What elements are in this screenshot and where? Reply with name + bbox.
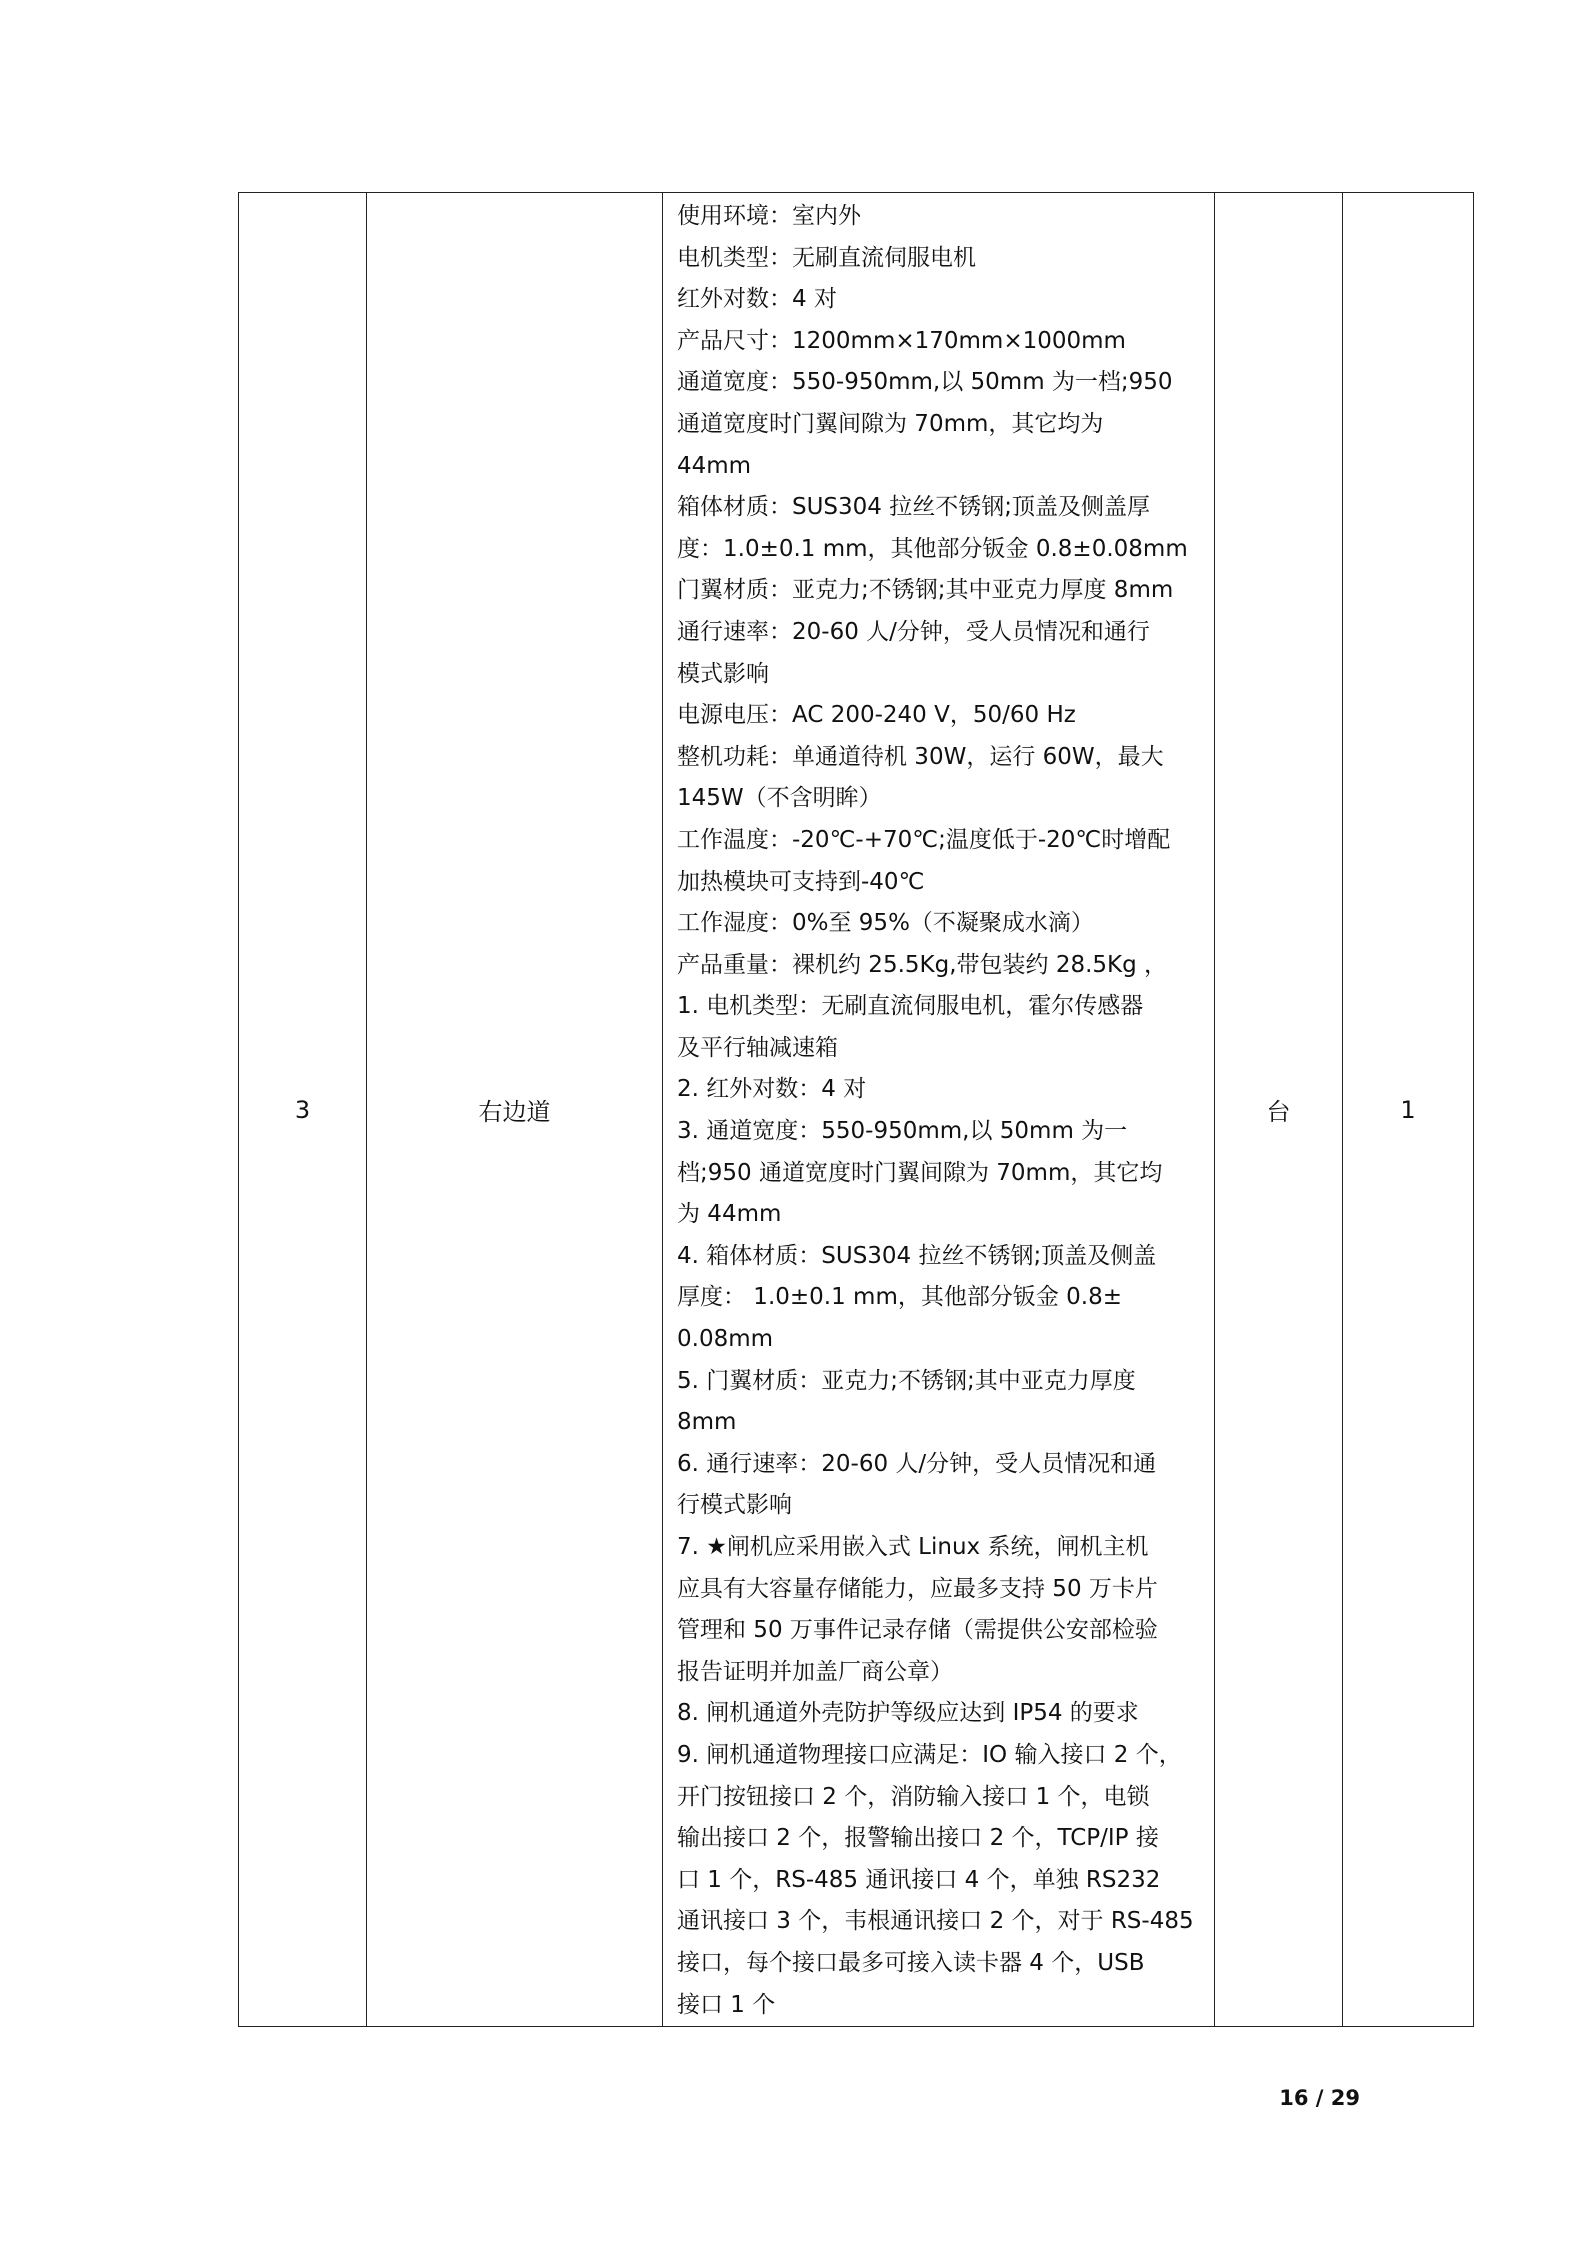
spec-line: 8. 闸机通道外壳防护等级应达到 IP54 的要求 [677, 1700, 1139, 1727]
spec-line: 开门按钮接口 2 个，消防输入接口 1 个，电锁 [677, 1783, 1150, 1810]
spec-line: 4. 箱体材质：SUS304 拉丝不锈钢;顶盖及侧盖 [677, 1242, 1157, 1269]
item-name-cell: 右边道 [367, 193, 663, 2027]
spec-line: 接口，每个接口最多可接入读卡器 4 个，USB [677, 1949, 1145, 1976]
spec-line: 门翼材质：亚克力;不锈钢;其中亚克力厚度 8mm [677, 577, 1174, 604]
spec-line: 通道宽度：550-950mm,以 50mm 为一档;950 [677, 369, 1173, 396]
table-row [239, 193, 1474, 2027]
spec-line: 9. 闸机通道物理接口应满足：IO 输入接口 2 个， [677, 1741, 1182, 1768]
spec-line: 箱体材质：SUS304 拉丝不锈钢;顶盖及侧盖厚 [677, 494, 1150, 521]
spec-line: 口 1 个，RS-485 通讯接口 4 个，单独 RS232 [677, 1866, 1161, 1893]
spec-line: 模式影响 [677, 660, 769, 687]
spec-line: 44mm [677, 452, 752, 479]
spec-line: 工作温度：-20℃-+70℃;温度低于-20℃时增配 [677, 826, 1171, 853]
spec-line: 行模式影响 [677, 1492, 792, 1519]
spec-line: 2. 红外对数：4 对 [677, 1076, 867, 1103]
spec-table [238, 192, 1474, 2027]
spec-line: 3. 通道宽度：550-950mm,以 50mm 为一 [677, 1118, 1128, 1145]
spec-line: 接口 1 个 [677, 1991, 776, 2018]
spec-line: 及平行轴减速箱 [677, 1034, 838, 1061]
spec-line: 加热模块可支持到-40℃ [677, 868, 925, 895]
spec-line: 7. ★闸机应采用嵌入式 Linux 系统，闸机主机 [677, 1534, 1149, 1560]
spec-line: 应具有大容量存储能力，应最多支持 50 万卡片 [677, 1575, 1158, 1602]
spec-line: 档;950 通道宽度时门翼间隙为 70mm，其它均 [677, 1159, 1163, 1186]
spec-line: 厚度： 1.0±0.1 mm，其他部分钣金 0.8± [677, 1284, 1123, 1311]
page-number: 16 / 29 [1279, 2086, 1360, 2110]
spec-line: 145W（不含明眸） [677, 785, 882, 812]
spec-line: 报告证明并加盖厂商公章） [677, 1658, 953, 1685]
spec-line: 通道宽度时门翼间隙为 70mm，其它均为 [677, 410, 1104, 437]
spec-line: 6. 通行速率：20-60 人/分钟，受人员情况和通 [677, 1450, 1157, 1477]
spec-line: 红外对数：4 对 [677, 286, 837, 313]
spec-line: 使用环境：室内外 [677, 203, 861, 229]
spec-line: 为 44mm [677, 1201, 782, 1228]
spec-line: 电源电压：AC 200-240 V，50/60 Hz [677, 702, 1076, 729]
spec-line: 1. 电机类型：无刷直流伺服电机，霍尔传感器 [677, 993, 1144, 1020]
spec-line: 产品重量：裸机约 25.5Kg,带包装约 28.5Kg ， [677, 951, 1168, 978]
spec-line: 输出接口 2 个，报警输出接口 2 个，TCP/IP 接 [677, 1825, 1159, 1852]
spec-line: 工作湿度：0%至 95%（不凝聚成水滴） [677, 910, 1094, 937]
quantity-cell: 1 [1343, 193, 1474, 2027]
spec-cell [663, 193, 1215, 2027]
item-number-cell: 3 [239, 193, 367, 2027]
spec-line: 通行速率：20-60 人/分钟，受人员情况和通行 [677, 618, 1150, 645]
unit-cell: 台 [1215, 193, 1343, 2027]
spec-line: 通讯接口 3 个，韦根通讯接口 2 个，对于 RS-485 [677, 1908, 1194, 1935]
spec-line: 度：1.0±0.1 mm，其他部分钣金 0.8±0.08mm [677, 535, 1188, 562]
spec-line: 电机类型：无刷直流伺服电机 [677, 244, 976, 271]
spec-line: 0.08mm [677, 1326, 774, 1353]
spec-lines [677, 193, 1200, 2026]
spec-line: 8mm [677, 1409, 737, 1436]
spec-line: 整机功耗：单通道待机 30W，运行 60W，最大 [677, 743, 1164, 770]
spec-line: 管理和 50 万事件记录存储（需提供公安部检验 [677, 1617, 1158, 1644]
spec-line: 5. 门翼材质：亚克力;不锈钢;其中亚克力厚度 [677, 1367, 1136, 1394]
spec-line: 产品尺寸：1200mm×170mm×1000mm [677, 327, 1126, 354]
